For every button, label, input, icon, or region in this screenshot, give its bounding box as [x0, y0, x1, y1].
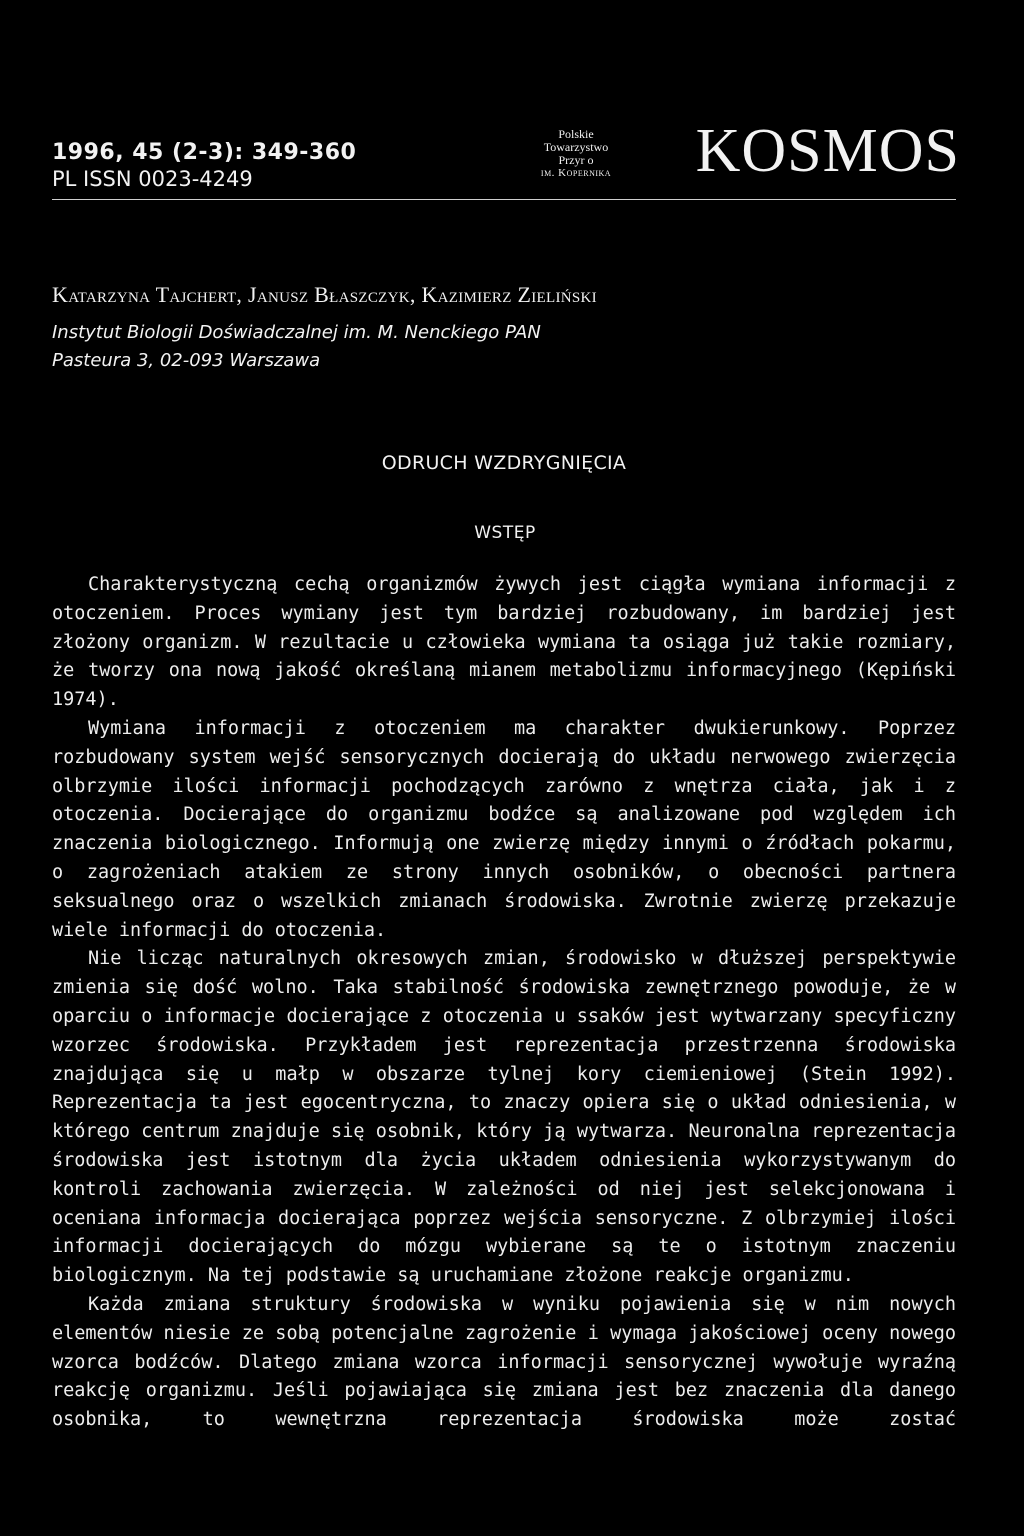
article-title: ODRUCH WZDRYGNIĘCIA	[381, 452, 627, 474]
paragraph: Nie licząc naturalnych okresowych zmian, środowisko w dłuższej perspektywie zmienia się dość wolno. Taka stabilność środowiska zewnętrznego powoduje, że w oparciu o informacje docierające z otoczenia u ssaków jest wytwarzany specyficzny wzorzec środowiska. Przykładem jest reprezentacja przestrzenna środowiska znajdująca się u małp w obszarze tylnej kory ciemieniowej (Stein 1992). Reprezentacja ta jest egocentryczna, to znaczy opiera się o układ odniesienia, w którego centrum znajduje się osobnik, który ją wytwarza. Neuronalna reprezentacja środowiska jest istotnym dla życia układem odniesienia wykorzystywanym do kontroli zachowania zwierzęcia. W zależności od niej jest selekcjonowana i oceniana informacja docierająca poprzez wejścia sensoryczne. Z olbrzymiej ilości informacji docierających do mózgu wybierane są te o istotnym znaczeniu biologicznym. Na tej podstawie są uruchamiane złożone reakcje organizmu.	[52, 948, 956, 1287]
society-line: Przyr o	[558, 153, 594, 167]
paragraph: Wymiana informacji z otoczeniem ma charakter dwukierunkowy. Poprzez rozbudowany system wejść sensorycznych docierają do układu nerwowego zwierzęcia olbrzymie ilości informacji pochodzących zarówno z wnętrza ciała, jak i z otoczenia. Docierające do organizmu bodźce są analizowane pod względem ich znaczenia biologicznego. Informują one zwierzę między innymi o źródłach pokarmu, o zagrożeniach atakiem ze strony innych osobników, o obecności partnera seksualnego oraz o wszelkich zmianach środowiska. Zwrotnie zwierzę przekazuje wiele informacji do otoczenia.	[52, 717, 956, 941]
authors: Katarzyna Tajchert, Janusz Błaszczyk, Kazimierz Zieliński	[52, 282, 597, 307]
journal-title: KOSMOS	[695, 117, 960, 185]
header-divider	[52, 199, 956, 200]
paragraph: Charakterystyczną cechą organizmów żywych jest ciągła wymiana informacji z otoczeniem. Proces wymiany jest tym bardziej rozbudowany, im bardziej jest złożony organizm. W rezultacie u człowieka wymiana ta osiąga już takie rozmiary, że tworzy ona nową jakość określaną mianem metabolizmu informacyjnego (Kępiński 1974).	[52, 574, 956, 711]
citation: 1996, 45 (2-3): 349-360	[52, 140, 357, 165]
society-line: Towarzystwo	[543, 140, 609, 154]
citation-block	[52, 140, 356, 192]
affiliation-address: Pasteura 3, 02-093 Warszawa	[52, 350, 321, 371]
article-body	[52, 571, 956, 1435]
journal-header	[52, 117, 960, 200]
issn: PL ISSN 0023-4249	[52, 167, 253, 191]
society-logo	[516, 128, 636, 180]
society-line: Polskie	[558, 127, 594, 141]
section-heading: WSTĘP	[474, 523, 536, 543]
paragraph: Każda zmiana struktury środowiska w wyniku pojawienia się w nim nowych elementów niesie ze sobą potencjalne zagrożenie i wymaga jakościowej oceny nowego wzorca bodźców. Dlatego zmiana wzorca informacji sensorycznej wywołuje wyraźną reakcję organizmu. Jeśli pojawiająca się zmiana jest bez znaczenia dla danego osobnika, to wewnętrzna reprezentacja środowiska może zostać	[52, 1293, 956, 1431]
affiliation-institute: Instytut Biologii Doświadczalnej im. M. Nenckiego PAN	[52, 322, 541, 343]
society-line: im. Kopernika	[540, 167, 612, 179]
